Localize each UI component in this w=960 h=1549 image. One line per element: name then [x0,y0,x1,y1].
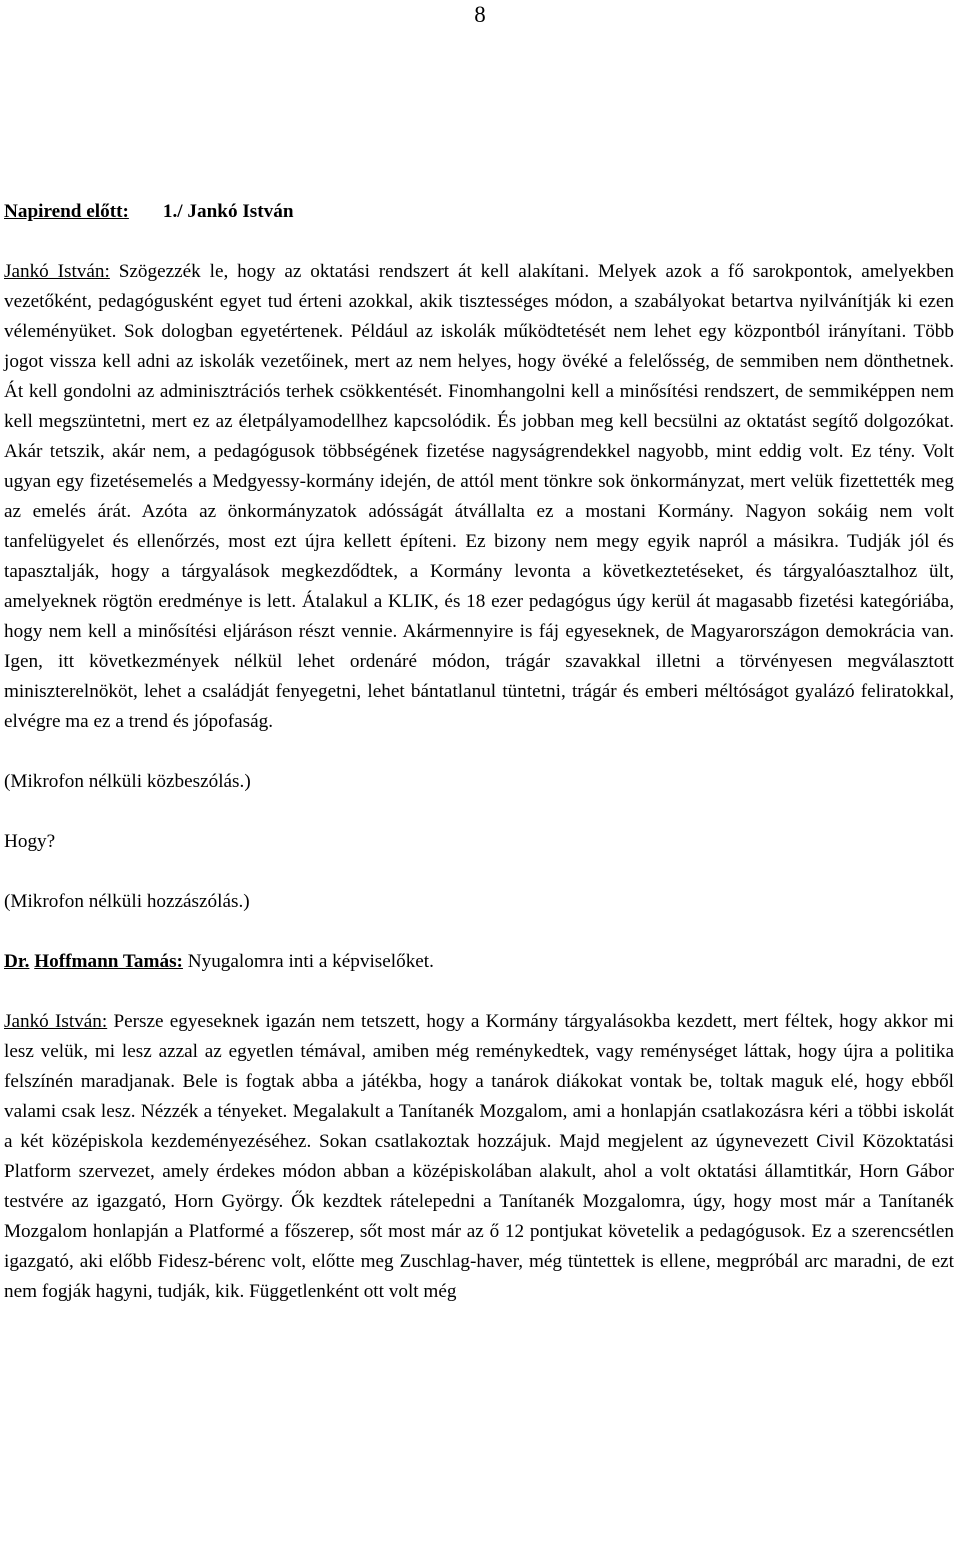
page-number: 8 [474,2,486,27]
comment-note: (Mikrofon nélküli hozzászólás.) [4,891,250,912]
chair-text: Nyugalomra inti a képviselőket. [187,951,434,972]
speaker-name: Jankó István: [4,1011,108,1032]
document-body [4,197,954,1337]
speaker-title: Dr. [4,951,30,972]
chair-paragraph [4,947,954,977]
agenda-item: 1./ Jankó István [162,201,294,222]
agenda-label: Napirend előtt: [4,201,129,222]
speaker-name: Jankó István: [4,261,110,282]
interjection-note: (Mikrofon nélküli közbeszólás.) [4,771,251,792]
agenda-line [4,197,954,227]
speech-paragraph [4,257,954,737]
speech-paragraph [4,1007,954,1307]
speaker-name: Hoffmann Tamás: [34,951,183,972]
speech-question: Hogy? [4,831,56,852]
speech-text: Persze egyeseknek igazán nem tetszett, hogy a Kormány tárgyalásokba kezdett, mert féltek, hogy akkor mi lesz velük, mi lesz azzal az egyetlen témával, amiben még reménykedtek, vagy reménységet láttak, hogy újra a politika felszínén maradjanak. Bele is fogtak abba a játékba, hogy a tanárok diákokat vontak be, toltak maguk elé, hogy ebből valami csak lesz. Nézzék a tényeket. Megalakult a Tanítanék Mozgalom, ami a honlapján csatlakozásra kéri a többi iskolát a két középiskola kezdeményezéséhez. Sokan csatlakoztak hozzájuk. Majd megjelent az úgynevezett Civil Közoktatási Platform szervezet, amely érdekes módon abban a középiskolában alakult, ahol a volt oktatási államtitkár, Horn Gábor testvére az igazgató, Horn György. Ők kezdtek rátelepedni a Tanítanék Mozgalomra, úgy, hogy most már a Tanítanék Mozgalom honlapján a Platformé a főszerep, sőt most már az ő 12 pontjukat követelik a pedagógusok. Ez a szerencsétlen igazgató, aki előbb Fidesz-bérenc volt, előtte meg Zuschlag-haver, még tüntettek is ellene, megpróbál arc maradni, de ezt nem fogják hagyni, tudják, kik. Függetlenként ott volt még [4,1011,955,1302]
speech-text: Szögezzék le, hogy az oktatási rendszert át kell alakítani. Melyek azok a fő sarokpontok, amelyekben vezetőként, pedagógusként egyet tud érteni azokkal, akik tisztességes módon, a szabályokat betartva nyilvánítják ki ezen véleményüket. Sok dologban egyetértenek. Például az iskolák működtetését nem lehet egy központból irányítani. Több jogot vissza kell adni az iskolák vezetőinek, mert az nem helyes, hogy övéké a felelősség, de semmiben nem dönthetnek. Át kell gondolni az adminisztrációs terhek csökkentését. Finomhangolni kell a minősítési rendszert, de semmiképpen nem kell megszüntetni, mert ez az életpályamodellhez kapcsolódik. És jobban meg kell becsülni az oktatást segítő dolgozókat. Akár tetszik, akár nem, a pedagógusok többségének fizetése nagyságrendekkel nagyobb, mint eddig volt. Ez tény. Volt ugyan egy fizetésemelés a Medgyessy-kormány idején, de attól ment tönkre sok önkormányzat, mert velük fizettették meg az emelés árát. Azóta az önkormányzatok adósságát átvállalta ez a mostani Kormány. Nagyon sokáig nem volt tanfelügyelet és ellenőrzés, most ezt újra kellett építeni. Ez bizony nem megy egyik napról a másikra. Tudják jól és tapasztalják, hogy a tárgyalások megkezdődtek, a Kormány levonta a következtetéseket, és tárgyalóasztalhoz ült, amelyeknek rögtön eredménye is lett. Átalakul a KLIK, és 18 ezer pedagógus úgy kerül át magasabb fizetési kategóriába, hogy nem kell a minősítési eljáráson részt vennie. Akármennyire is fáj egyeseknek, de Magyarországon demokrácia van. Igen, itt következmények nélkül lehet ordenáré módon, trágár szavakkal illetni a törvényesen megválasztott miniszterelnököt, lehet a családját fenyegetni, lehet bántatlanul tüntetni, trágár és emberi méltóságot gyalázó feliratokkal, elvégre ma ez a trend és jópofaság. [4,261,954,732]
